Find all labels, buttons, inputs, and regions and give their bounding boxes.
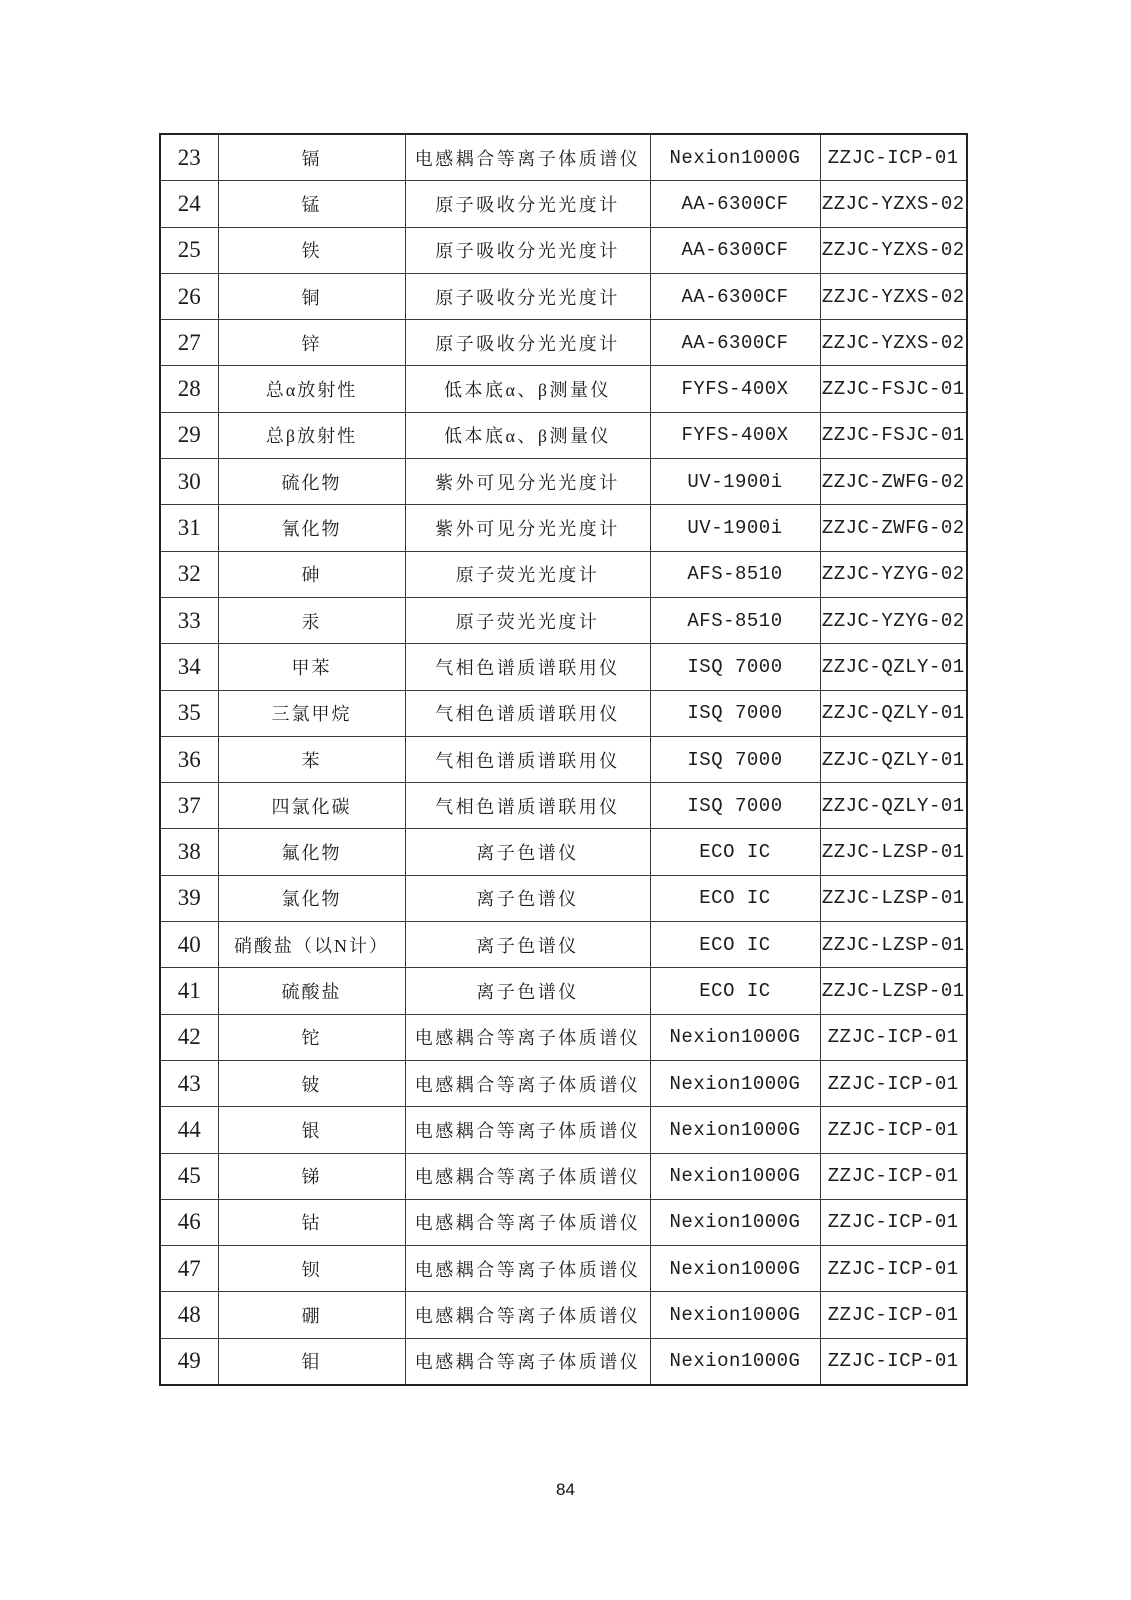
instrument-model-cell: UV-1900i [650,459,820,505]
instrument-name-cell: 紫外可见分光光度计 [405,505,650,551]
instrument-model-cell: Nexion1000G [650,1246,820,1292]
instrument-model-cell: FYFS-400X [650,366,820,412]
instrument-name-cell: 低本底α、β测量仪 [405,366,650,412]
instrument-code-cell: ZZJC-YZXS-02 [820,273,967,319]
row-number-cell: 31 [160,505,218,551]
substance-cell: 硫酸盐 [218,968,405,1014]
row-number-cell: 33 [160,597,218,643]
instrument-model-cell: FYFS-400X [650,412,820,458]
instrument-code-cell: ZZJC-ICP-01 [820,1153,967,1199]
instrument-model-cell: ECO IC [650,922,820,968]
instrument-code-cell: ZZJC-YZYG-02 [820,597,967,643]
row-number-cell: 46 [160,1199,218,1245]
table-row [160,875,967,921]
substance-cell: 铁 [218,227,405,273]
instrument-model-cell: AA-6300CF [650,227,820,273]
instrument-name-cell: 气相色谱质谱联用仪 [405,736,650,782]
instrument-model-cell: ISQ 7000 [650,736,820,782]
substance-cell: 铊 [218,1014,405,1060]
instrument-name-cell: 电感耦合等离子体质谱仪 [405,1014,650,1060]
instrument-name-cell: 电感耦合等离子体质谱仪 [405,1060,650,1106]
table-row [160,1153,967,1199]
instrument-code-cell: ZZJC-ICP-01 [820,134,967,181]
instrument-code-cell: ZZJC-ICP-01 [820,1246,967,1292]
table-row [160,412,967,458]
instrument-name-cell: 原子荧光光度计 [405,551,650,597]
table-row [160,644,967,690]
row-number-cell: 43 [160,1060,218,1106]
instrument-code-cell: ZZJC-QZLY-01 [820,644,967,690]
table-row [160,1199,967,1245]
row-number-cell: 29 [160,412,218,458]
instrument-code-cell: ZZJC-ICP-01 [820,1014,967,1060]
instrument-code-cell: ZZJC-FSJC-01 [820,366,967,412]
instrument-name-cell: 电感耦合等离子体质谱仪 [405,1246,650,1292]
instrument-model-cell: ISQ 7000 [650,783,820,829]
row-number-cell: 25 [160,227,218,273]
instrument-model-cell: ECO IC [650,875,820,921]
instrument-model-cell: Nexion1000G [650,134,820,181]
instrument-code-cell: ZZJC-LZSP-01 [820,968,967,1014]
table-row [160,1292,967,1338]
instrument-model-cell: AA-6300CF [650,320,820,366]
instrument-code-cell: ZZJC-YZXS-02 [820,227,967,273]
table-row [160,459,967,505]
instrument-code-cell: ZZJC-LZSP-01 [820,829,967,875]
instrument-name-cell: 原子吸收分光光度计 [405,181,650,227]
instrument-model-cell: AFS-8510 [650,597,820,643]
page-number: 84 [556,1480,575,1499]
table-row [160,273,967,319]
table-row [160,783,967,829]
instrument-code-cell: ZZJC-QZLY-01 [820,690,967,736]
table-row [160,320,967,366]
row-number-cell: 36 [160,736,218,782]
instrument-code-cell: ZZJC-FSJC-01 [820,412,967,458]
substance-cell: 钴 [218,1199,405,1245]
instrument-model-cell: Nexion1000G [650,1153,820,1199]
row-number-cell: 45 [160,1153,218,1199]
substance-cell: 钼 [218,1338,405,1385]
table-row [160,736,967,782]
table-row [160,505,967,551]
substance-cell: 锰 [218,181,405,227]
row-number-cell: 39 [160,875,218,921]
substance-cell: 硫化物 [218,459,405,505]
substance-cell: 三氯甲烷 [218,690,405,736]
instrument-model-cell: Nexion1000G [650,1199,820,1245]
instrument-code-cell: ZZJC-LZSP-01 [820,922,967,968]
table-row [160,1246,967,1292]
substance-cell: 氯化物 [218,875,405,921]
instrument-name-cell: 气相色谱质谱联用仪 [405,690,650,736]
substance-cell: 镉 [218,134,405,181]
instrument-name-cell: 电感耦合等离子体质谱仪 [405,1292,650,1338]
instrument-code-cell: ZZJC-ICP-01 [820,1338,967,1385]
instrument-model-cell: ECO IC [650,968,820,1014]
instrument-model-cell: AA-6300CF [650,273,820,319]
instrument-code-cell: ZZJC-ZWFG-02 [820,505,967,551]
row-number-cell: 48 [160,1292,218,1338]
instrument-model-cell: Nexion1000G [650,1338,820,1385]
instrument-model-cell: Nexion1000G [650,1107,820,1153]
instrument-model-cell: Nexion1000G [650,1292,820,1338]
row-number-cell: 23 [160,134,218,181]
substance-cell: 钡 [218,1246,405,1292]
substance-cell: 苯 [218,736,405,782]
table-row [160,1014,967,1060]
instrument-code-cell: ZZJC-YZXS-02 [820,320,967,366]
instrument-name-cell: 低本底α、β测量仪 [405,412,650,458]
instrument-model-cell: Nexion1000G [650,1014,820,1060]
instrument-code-cell: ZZJC-QZLY-01 [820,736,967,782]
table-row [160,181,967,227]
instrument-name-cell: 电感耦合等离子体质谱仪 [405,1153,650,1199]
instrument-model-cell: ISQ 7000 [650,690,820,736]
instrument-name-cell: 气相色谱质谱联用仪 [405,644,650,690]
row-number-cell: 42 [160,1014,218,1060]
instrument-name-cell: 电感耦合等离子体质谱仪 [405,134,650,181]
instrument-model-cell: Nexion1000G [650,1060,820,1106]
table-row [160,968,967,1014]
instrument-code-cell: ZZJC-ICP-01 [820,1199,967,1245]
instrument-code-cell: ZZJC-ICP-01 [820,1060,967,1106]
table-row [160,227,967,273]
table-row [160,597,967,643]
substance-cell: 甲苯 [218,644,405,690]
instrument-model-cell: ISQ 7000 [650,644,820,690]
substance-cell: 锑 [218,1153,405,1199]
instrument-name-cell: 离子色谱仪 [405,922,650,968]
instrument-code-cell: ZZJC-YZXS-02 [820,181,967,227]
substance-cell: 砷 [218,551,405,597]
instrument-name-cell: 离子色谱仪 [405,968,650,1014]
row-number-cell: 24 [160,181,218,227]
substance-cell: 铜 [218,273,405,319]
instrument-name-cell: 电感耦合等离子体质谱仪 [405,1199,650,1245]
substance-cell: 氟化物 [218,829,405,875]
instrument-code-cell: ZZJC-ICP-01 [820,1107,967,1153]
table-row [160,829,967,875]
instrument-code-cell: ZZJC-LZSP-01 [820,875,967,921]
instrument-name-cell: 电感耦合等离子体质谱仪 [405,1338,650,1385]
substance-cell: 铍 [218,1060,405,1106]
row-number-cell: 30 [160,459,218,505]
row-number-cell: 38 [160,829,218,875]
instrument-name-cell: 电感耦合等离子体质谱仪 [405,1107,650,1153]
row-number-cell: 47 [160,1246,218,1292]
substance-cell: 总β放射性 [218,412,405,458]
instrument-code-cell: ZZJC-YZYG-02 [820,551,967,597]
instrument-name-cell: 原子吸收分光光度计 [405,320,650,366]
row-number-cell: 44 [160,1107,218,1153]
table-row [160,922,967,968]
instrument-model-cell: AA-6300CF [650,181,820,227]
instrument-model-cell: AFS-8510 [650,551,820,597]
substance-cell: 银 [218,1107,405,1153]
instrument-name-cell: 原子荧光光度计 [405,597,650,643]
table-row [160,551,967,597]
table-row [160,134,967,181]
row-number-cell: 34 [160,644,218,690]
instrument-code-cell: ZZJC-QZLY-01 [820,783,967,829]
instrument-table-body [160,134,967,1385]
substance-cell: 氰化物 [218,505,405,551]
row-number-cell: 41 [160,968,218,1014]
instrument-name-cell: 气相色谱质谱联用仪 [405,783,650,829]
instrument-code-cell: ZZJC-ICP-01 [820,1292,967,1338]
substance-cell: 锌 [218,320,405,366]
instrument-name-cell: 紫外可见分光光度计 [405,459,650,505]
table-row [160,1338,967,1385]
row-number-cell: 26 [160,273,218,319]
substance-cell: 汞 [218,597,405,643]
row-number-cell: 37 [160,783,218,829]
instrument-table [159,133,968,1386]
instrument-code-cell: ZZJC-ZWFG-02 [820,459,967,505]
instrument-model-cell: ECO IC [650,829,820,875]
instrument-name-cell: 原子吸收分光光度计 [405,273,650,319]
instrument-model-cell: UV-1900i [650,505,820,551]
table-row [160,366,967,412]
substance-cell: 硝酸盐（以N计） [218,922,405,968]
substance-cell: 总α放射性 [218,366,405,412]
row-number-cell: 28 [160,366,218,412]
row-number-cell: 49 [160,1338,218,1385]
row-number-cell: 40 [160,922,218,968]
table-row [160,1060,967,1106]
row-number-cell: 32 [160,551,218,597]
substance-cell: 四氯化碳 [218,783,405,829]
table-row [160,1107,967,1153]
instrument-name-cell: 离子色谱仪 [405,875,650,921]
instrument-name-cell: 原子吸收分光光度计 [405,227,650,273]
row-number-cell: 35 [160,690,218,736]
substance-cell: 硼 [218,1292,405,1338]
instrument-name-cell: 离子色谱仪 [405,829,650,875]
row-number-cell: 27 [160,320,218,366]
table-row [160,690,967,736]
